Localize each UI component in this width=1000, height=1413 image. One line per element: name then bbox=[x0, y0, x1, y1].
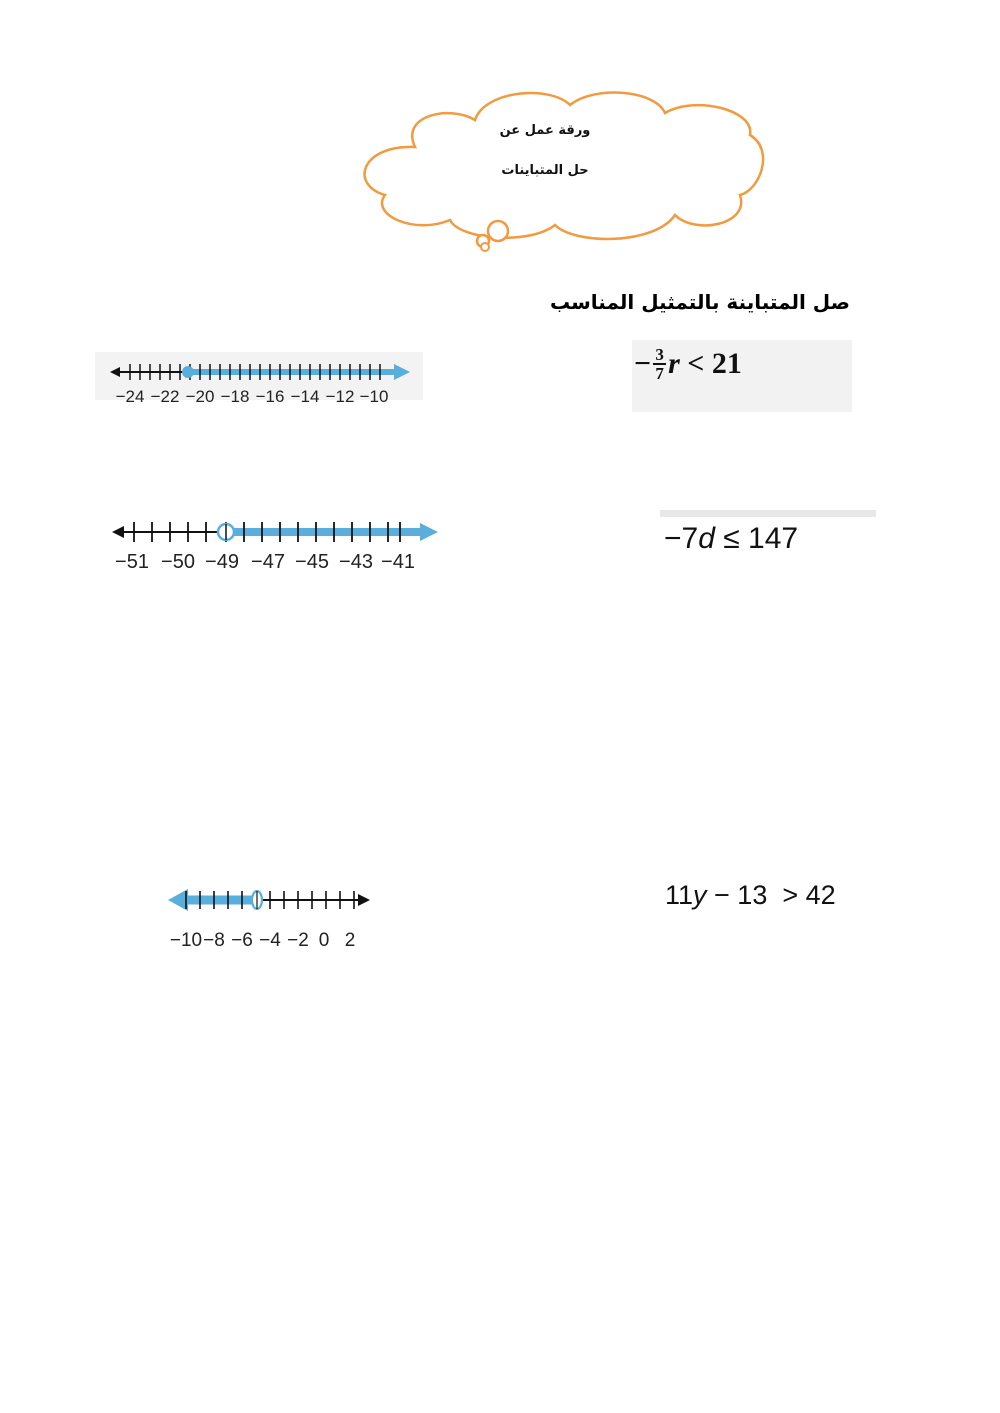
nl3-label: 2 bbox=[344, 930, 356, 951]
inequality-1 bbox=[632, 340, 852, 412]
nl2-label: −43 bbox=[339, 551, 373, 573]
nl2-label: −51 bbox=[115, 551, 149, 573]
nl1-label: −16 bbox=[255, 387, 285, 406]
nl3-label: −10 bbox=[169, 930, 203, 951]
inequality-3 bbox=[665, 880, 836, 911]
inequality-3-rest: − 13 > 42 bbox=[706, 880, 836, 910]
nl1-label: −14 bbox=[290, 387, 320, 406]
nl3-label: −8 bbox=[203, 930, 225, 951]
inequality-3-variable: y bbox=[693, 880, 707, 910]
nl1-label: −18 bbox=[220, 387, 250, 406]
nl2-label: −49 bbox=[205, 551, 239, 573]
instruction-text: صل المتباينة بالتمثيل المناسب bbox=[549, 290, 850, 314]
nl3-label: −6 bbox=[231, 930, 253, 951]
inequality-1-variable: r bbox=[668, 347, 680, 380]
inequality-3-coefficient: 11 bbox=[665, 880, 694, 910]
nl3-label: −4 bbox=[259, 930, 281, 951]
inequality-2-coefficient: −7 bbox=[664, 522, 699, 555]
nl2-label: −41 bbox=[381, 551, 415, 573]
cloud-title-line1: ورقة عمل عن bbox=[499, 123, 591, 138]
number-line-2 bbox=[100, 510, 450, 580]
nl1-label: −12 bbox=[325, 387, 355, 406]
cloud-title-line2: حل المتباينات bbox=[501, 163, 589, 178]
number-line-1 bbox=[90, 350, 430, 410]
nl1-label: −24 bbox=[115, 387, 145, 406]
inequality-1-numerator: 3 bbox=[655, 345, 664, 364]
inequality-2 bbox=[660, 508, 880, 564]
nl2-label: −47 bbox=[251, 551, 285, 573]
inequality-1-denominator: 7 bbox=[655, 364, 664, 383]
number-line-1-closed-point bbox=[182, 366, 194, 378]
number-line-3 bbox=[160, 880, 380, 955]
nl2-label: −45 bbox=[295, 551, 329, 573]
inequality-2-variable: d bbox=[698, 522, 715, 555]
nl1-label: −20 bbox=[185, 387, 215, 406]
nl1-label: −22 bbox=[150, 387, 180, 406]
nl3-label: 0 bbox=[318, 930, 330, 951]
inequality-2-rest: ≤ 147 bbox=[714, 522, 799, 555]
inequality-1-fraction bbox=[653, 346, 666, 382]
nl3-label: −2 bbox=[287, 930, 309, 951]
inequality-1-sign: − bbox=[634, 347, 652, 380]
nl2-label: −50 bbox=[161, 551, 195, 573]
nl1-label: −10 bbox=[359, 387, 389, 406]
inequality-1-rest: < 21 bbox=[679, 347, 742, 380]
